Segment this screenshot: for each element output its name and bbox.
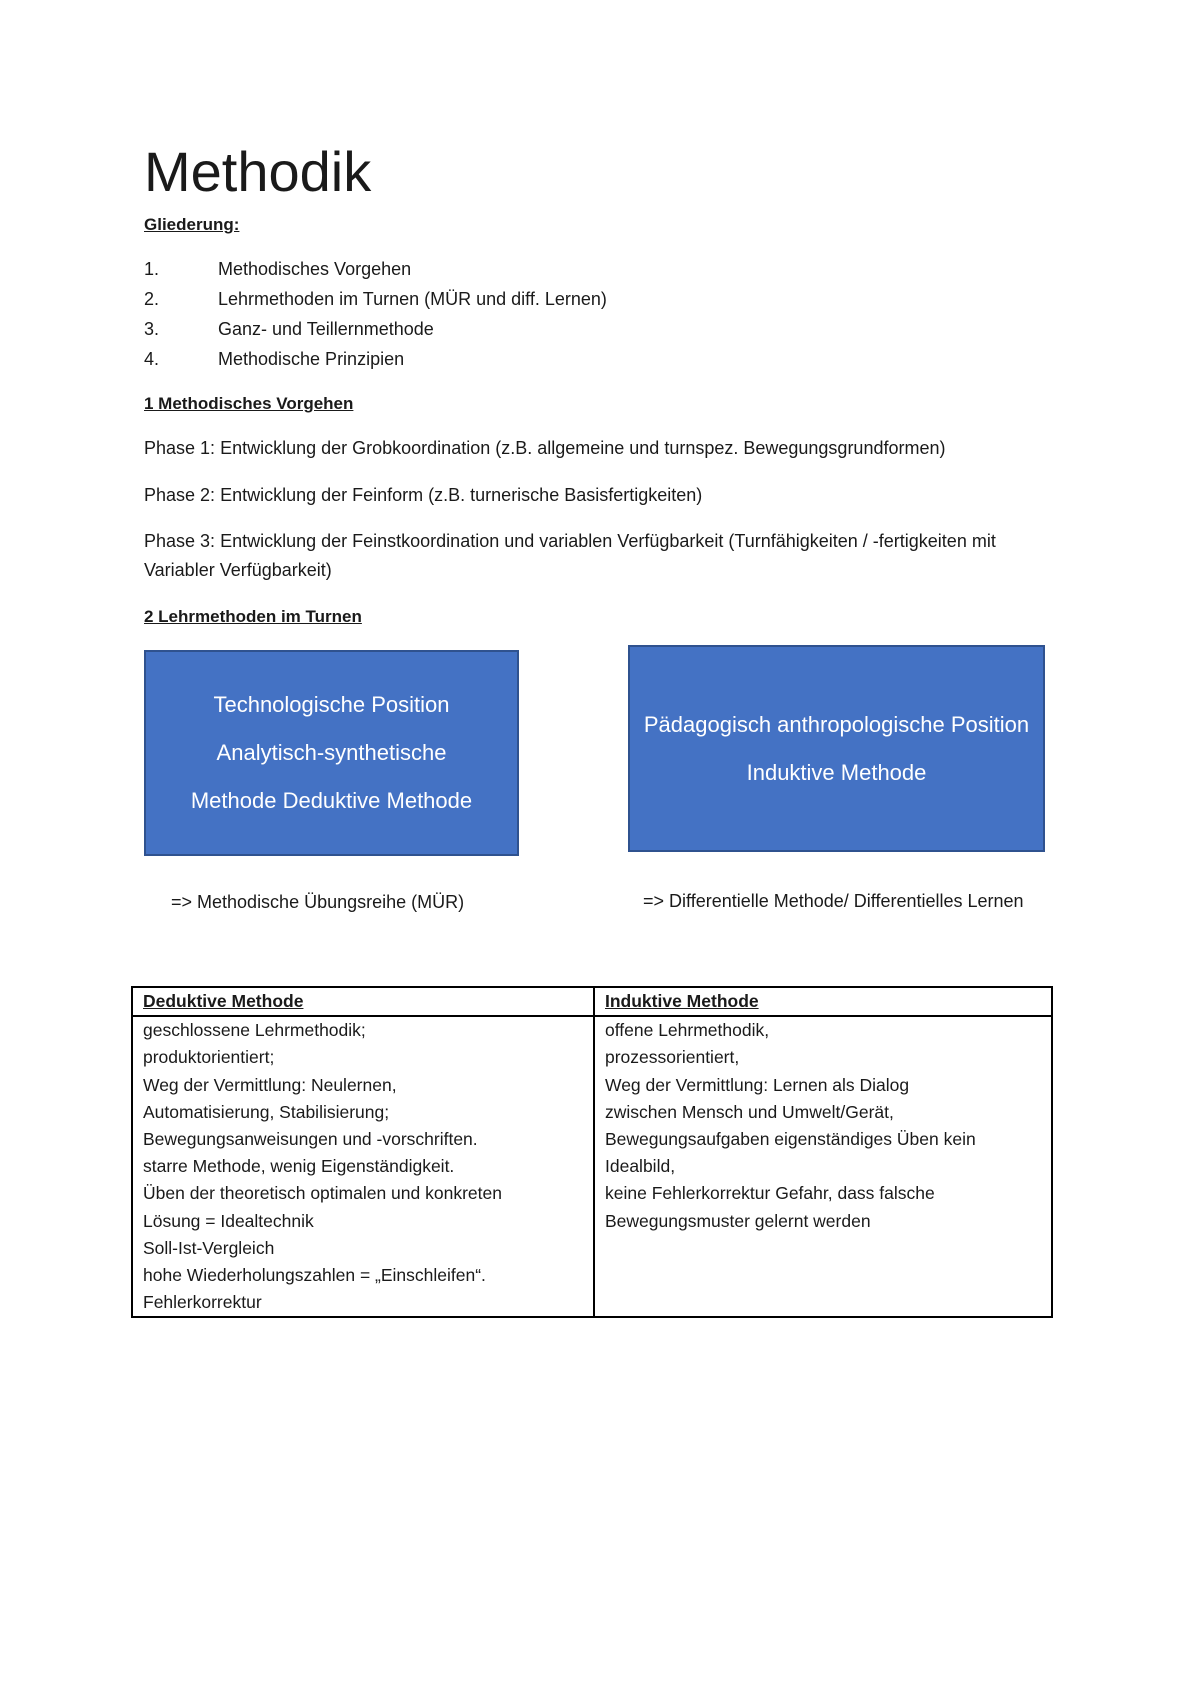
header-deductive: Deduktive Methode	[132, 987, 594, 1016]
section1-heading: 1 Methodisches Vorgehen	[144, 394, 354, 413]
outline-list	[144, 258, 607, 378]
technological-position-box: Technologische Position Analytisch-synthetische Methode Deduktive Methode	[144, 650, 519, 856]
outline-label: Gliederung:	[144, 215, 240, 234]
pedagogical-position-box: Pädagogisch anthropologische Position Induktive Methode	[628, 645, 1045, 852]
phase-3: Phase 3: Entwicklung der Feinstkoordination und variablen Verfügbarkeit (Turnfähigkeiten / -fertigkeiten mit Variabler Verfügbarkeit)	[144, 531, 996, 580]
page-title: Methodik	[144, 140, 372, 203]
outline-item: 1. Methodisches Vorgehen	[144, 259, 412, 279]
deductive-cell: geschlossene Lehrmethodik; produktorientiert; Weg der Vermittlung: Neulernen, Automatisierung, Stabilisierung; Bewegungsanweisungen und -vorschriften. starre Methode, wenig Eigenständigkeit. Üben der theoretisch optimalen und konkreten Lösung = Idealtechnik Soll-Ist-Vergleich hohe Wiederholungszahlen = „Einschleifen“. Fehlerkorrektur	[132, 1016, 594, 1317]
outline-item: 3. Ganz- und Teillernmethode	[144, 319, 434, 339]
phase-2: Phase 2: Entwicklung der Feinform (z.B. turnerische Basisfertigkeiten)	[144, 485, 703, 505]
outline-item: 2. Lehrmethoden im Turnen (MÜR und diff. Lernen)	[144, 289, 607, 309]
section2-heading: 2 Lehrmethoden im Turnen	[144, 607, 362, 626]
outline-item: 4. Methodische Prinzipien	[144, 349, 405, 369]
comparison-table	[131, 986, 1053, 1318]
inductive-cell: offene Lehrmethodik, prozessorientiert, Weg der Vermittlung: Lernen als Dialog zwischen Mensch und Umwelt/Gerät, Bewegungsaufgaben eigenständiges Üben kein Idealbild, keine Fehlerkorrektur Gefahr, dass falsche Bewegungsmuster gelernt werden	[594, 1016, 1052, 1317]
table-row	[132, 1016, 1052, 1317]
arrow-note-left: => Methodische Übungsreihe (MÜR)	[171, 892, 465, 912]
table-header-row	[132, 987, 1052, 1016]
arrow-note-right: => Differentielle Methode/ Differentielles Lernen	[643, 891, 1024, 911]
header-inductive: Induktive Methode	[594, 987, 1052, 1016]
phase-1: Phase 1: Entwicklung der Grobkoordination (z.B. allgemeine und turnspez. Bewegungsgrundformen)	[144, 438, 946, 458]
